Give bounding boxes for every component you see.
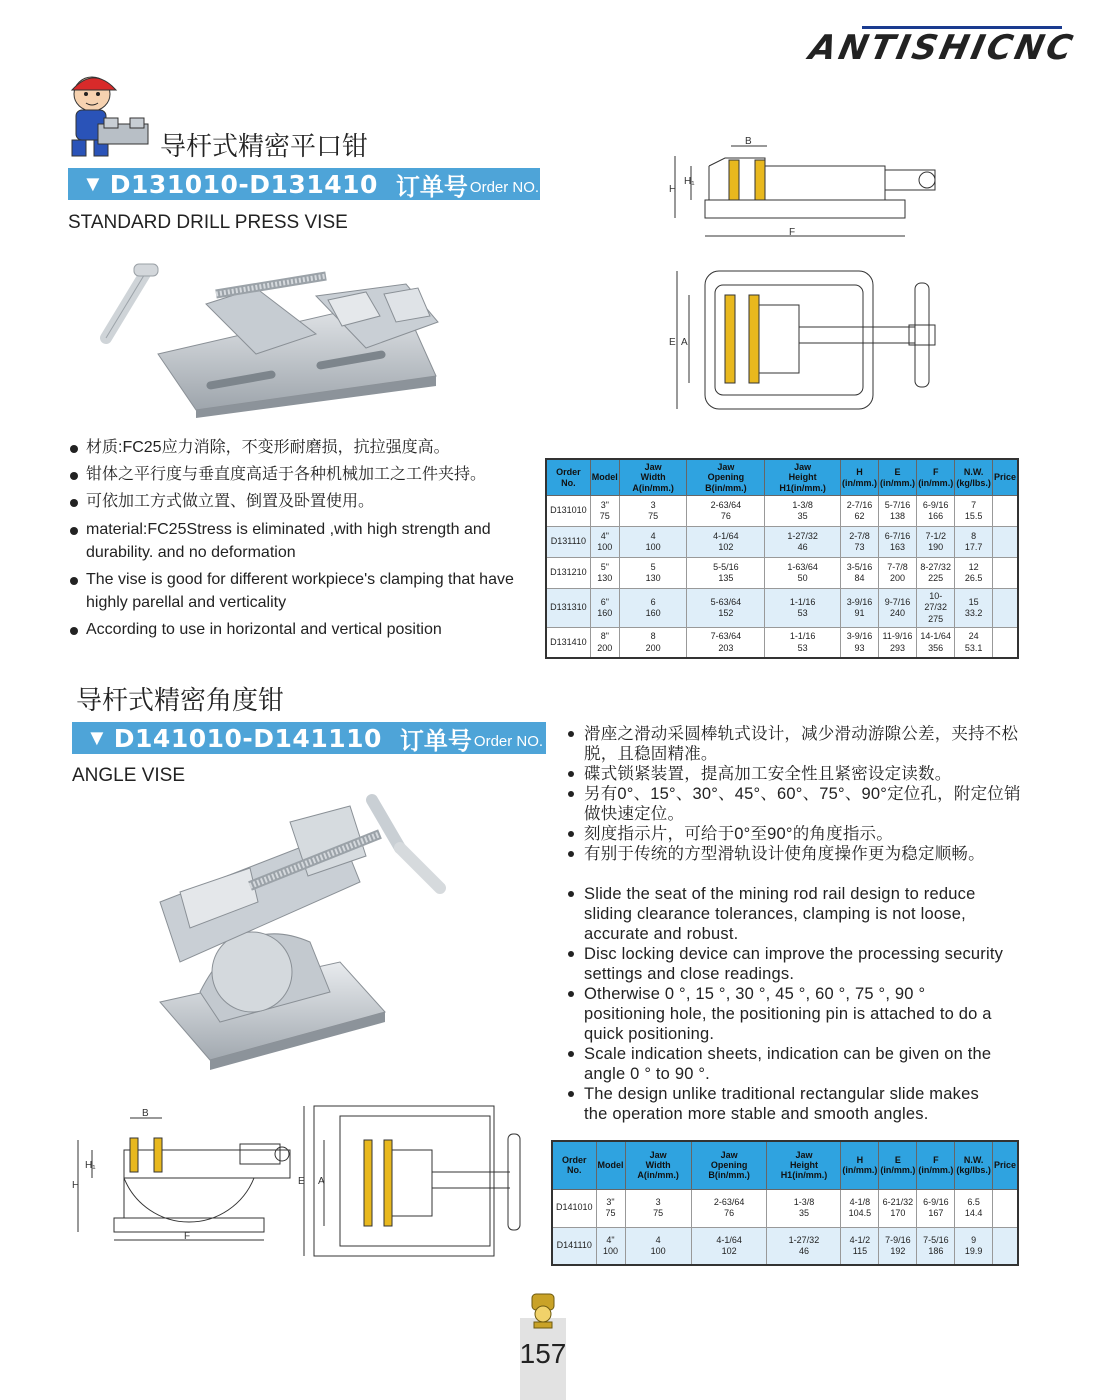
column-header: N.W. (kg/lbs.) [955, 1141, 993, 1189]
list-item: 另有0°、15°、30°、45°、60°、75°、90°定位孔，附定位销做快速定位。 [566, 784, 1026, 824]
section1-spec-table [545, 458, 1019, 659]
section2-order-cn: 订单号 [399, 726, 472, 755]
section2-subtitle: ANGLE VISE [72, 765, 185, 786]
column-header: H (in/mm.) [840, 459, 878, 496]
table-cell: 4-1/8 104.5 [841, 1189, 879, 1227]
table-cell: 2-63/64 76 [691, 1189, 767, 1227]
section1-title-cn: 导杆式精密平口钳 [160, 132, 369, 162]
table-cell: 2-7/16 62 [840, 496, 878, 527]
angle-vise-top-view [300, 1104, 530, 1264]
table-cell: 2-7/8 73 [840, 527, 878, 558]
table-cell: 6-9/16 166 [916, 496, 954, 527]
table-cell: 4-1/2 115 [841, 1227, 879, 1265]
brand-name: ANTISHICNC [805, 28, 1079, 68]
angle-vise-photo [140, 792, 450, 1072]
table-cell: 15 33.2 [955, 589, 993, 628]
table-cell: 3" 75 [596, 1189, 625, 1227]
table-cell: 7 15.5 [955, 496, 993, 527]
table-cell: 3-9/16 93 [840, 627, 878, 658]
column-header: F (in/mm.) [916, 459, 954, 496]
list-item: 滑座之滑动采圆棒轨式设计，减少滑动游隙公差，夹持不松脱，且稳固精准。 [566, 724, 1026, 764]
table-cell: 7-1/2 190 [916, 527, 954, 558]
list-item: 可依加工方式做立置、倒置及卧置使用。 [68, 490, 538, 513]
table-cell: 4" 100 [596, 1227, 625, 1265]
column-header: Jaw Width A(in/mm.) [619, 459, 687, 496]
list-item: Otherwise 0 °, 15 °, 30 °, 45 °, 60 °, 75 °, 90 ° positioning hole, the positioning pin is attached to do a quick positioning. [566, 984, 1006, 1044]
table-cell: 6-21/32 170 [879, 1189, 917, 1227]
table-cell: 2-63/64 76 [687, 496, 765, 527]
column-header: Jaw Opening B(in/mm.) [691, 1141, 767, 1189]
table-cell [992, 527, 1018, 558]
table-header-row [546, 459, 1018, 496]
column-header: Price [992, 1141, 1018, 1189]
section2-code: D141010-D141110 [113, 723, 382, 753]
table-cell: 7-7/8 200 [878, 558, 916, 589]
table-cell: 4" 100 [590, 527, 619, 558]
table-cell: 1-27/32 46 [767, 1227, 841, 1265]
table-cell [992, 627, 1018, 658]
table-cell: 1-3/8 35 [765, 496, 841, 527]
table-cell: 5" 130 [590, 558, 619, 589]
column-header: E (in/mm.) [879, 1141, 917, 1189]
table-cell: 12 26.5 [955, 558, 993, 589]
list-item: Disc locking device can improve the processing security settings and close readings. [566, 944, 1006, 984]
table-cell: 5-7/16 138 [878, 496, 916, 527]
table-cell [992, 1189, 1018, 1227]
column-header: Order No. [552, 1141, 596, 1189]
table-cell: 8 200 [619, 627, 687, 658]
list-item: material:FC25Stress is eliminated ,with high strength and durability. and no deformation [68, 518, 538, 564]
table-cell: 7-5/16 186 [917, 1227, 955, 1265]
drill-vise-side-view [665, 136, 957, 244]
table-cell: 4-1/64 102 [687, 527, 765, 558]
triangle-down-icon: ▼ [82, 171, 104, 196]
table-cell [992, 1227, 1018, 1265]
table-cell: 7-9/16 192 [879, 1227, 917, 1265]
table-cell: D131010 [546, 496, 590, 527]
table-cell [992, 589, 1018, 628]
section2-feature-list-en [566, 884, 1006, 1124]
column-header: Jaw Opening B(in/mm.) [687, 459, 765, 496]
brand-logo [805, 22, 1079, 70]
column-header: F (in/mm.) [917, 1141, 955, 1189]
column-header: E (in/mm.) [878, 459, 916, 496]
table-cell: 7-63/64 203 [687, 627, 765, 658]
list-item: 碟式锁紧装置，提高加工安全性且紧密设定读数。 [566, 764, 1026, 784]
section1-banner [68, 168, 540, 200]
table-row [546, 558, 1018, 589]
dim-label-e: E [298, 1176, 305, 1187]
table-cell: 3 75 [625, 1189, 691, 1227]
table-cell: 3 75 [619, 496, 687, 527]
table-cell: 6-7/16 163 [878, 527, 916, 558]
dim-label-h: H [669, 184, 677, 195]
table-cell: 3-5/16 84 [840, 558, 878, 589]
dim-label-f: F [184, 1231, 191, 1242]
table-cell: 1-3/8 35 [767, 1189, 841, 1227]
table-cell: 14-1/64 356 [916, 627, 954, 658]
dim-label-h: H [72, 1180, 80, 1191]
list-item: 有别于传统的方型滑轨设计使角度操作更为稳定顺畅。 [566, 844, 1026, 864]
section1-code: D131010-D131410 [109, 169, 378, 199]
list-item: The vise is good for different workpiece's clamping that have highly parellal and verticality [68, 568, 538, 614]
column-header: Price [992, 459, 1018, 496]
section2-spec-table [551, 1140, 1019, 1266]
drill-press-vise-photo [66, 258, 456, 418]
section2-banner [72, 722, 546, 754]
column-header: H (in/mm.) [841, 1141, 879, 1189]
dim-label-f: F [789, 227, 796, 238]
table-row [546, 627, 1018, 658]
list-item: 材质:FC25应力消除，不变形耐磨损，抗拉强度高。 [68, 436, 538, 459]
angle-vise-side-view [70, 1108, 300, 1248]
table-cell: 9 19.9 [955, 1227, 993, 1265]
table-cell: 1-63/64 50 [765, 558, 841, 589]
column-header: Jaw Height H1(in/mm.) [767, 1141, 841, 1189]
table-cell: 5 130 [619, 558, 687, 589]
table-cell: D141110 [552, 1227, 596, 1265]
dim-label-h1: H₁ [85, 1160, 96, 1171]
table-cell: 6.5 14.4 [955, 1189, 993, 1227]
table-cell: 8-27/32 225 [916, 558, 954, 589]
table-cell: 1-27/32 46 [765, 527, 841, 558]
list-item: The design unlike traditional rectangular slide makes the operation more stable and smooth angles. [566, 1084, 1006, 1124]
column-header: N.W. (kg/lbs.) [955, 459, 993, 496]
table-cell: D131310 [546, 589, 590, 628]
dim-label-h1: H₁ [684, 176, 695, 187]
table-row [546, 496, 1018, 527]
dim-label-a: A [681, 337, 688, 348]
table-cell: 10-27/32 275 [916, 589, 954, 628]
section2-title-cn: 导杆式精密角度钳 [76, 686, 285, 716]
table-cell [992, 496, 1018, 527]
section2-feature-list-cn [566, 724, 1026, 864]
table-cell: 1-1/16 53 [765, 627, 841, 658]
mascot-illustration [62, 72, 154, 162]
dim-label-a: A [318, 1176, 325, 1187]
table-cell: 5-63/64 152 [687, 589, 765, 628]
table-cell: D131410 [546, 627, 590, 658]
table-row [552, 1189, 1018, 1227]
list-item: 钳体之平行度与垂直度高适于各种机械加工之工件夹持。 [68, 463, 538, 486]
table-cell: 6-9/16 167 [917, 1189, 955, 1227]
table-cell: 8 17.7 [955, 527, 993, 558]
table-cell [992, 558, 1018, 589]
dim-label-b: B [745, 136, 752, 147]
triangle-down-icon: ▼ [86, 725, 108, 750]
column-header: Jaw Height H1(in/mm.) [765, 459, 841, 496]
trophy-mascot-icon [526, 1292, 560, 1332]
list-item: 刻度指示片，可给于0°至90°的角度指示。 [566, 824, 1026, 844]
section2-order-en: Order NO. [473, 732, 544, 750]
table-cell: 8" 200 [590, 627, 619, 658]
table-cell: 4 100 [625, 1227, 691, 1265]
table-cell: D141010 [552, 1189, 596, 1227]
table-cell: D131110 [546, 527, 590, 558]
table-cell: 6 160 [619, 589, 687, 628]
table-cell: 5-5/16 135 [687, 558, 765, 589]
list-item: According to use in horizontal and vertical position [68, 618, 538, 641]
table-header-row [552, 1141, 1018, 1189]
dim-label-b: B [142, 1108, 149, 1119]
column-header: Order No. [546, 459, 590, 496]
table-cell: 4-1/64 102 [691, 1227, 767, 1265]
table-cell: 4 100 [619, 527, 687, 558]
table-cell: D131210 [546, 558, 590, 589]
table-cell: 3-9/16 91 [840, 589, 878, 628]
table-cell: 6" 160 [590, 589, 619, 628]
column-header: Model [596, 1141, 625, 1189]
page-number: 157 [519, 1338, 567, 1369]
table-row [546, 589, 1018, 628]
list-item: Scale indication sheets, indication can be given on the angle 0 ° to 90 °. [566, 1044, 1006, 1084]
section1-subtitle: STANDARD DRILL PRESS VISE [68, 212, 348, 233]
table-row [546, 527, 1018, 558]
section1-feature-list [68, 436, 538, 646]
column-header: Model [590, 459, 619, 496]
section1-order-cn: 订单号 [395, 172, 468, 201]
table-cell: 11-9/16 293 [878, 627, 916, 658]
table-cell: 9-7/16 240 [878, 589, 916, 628]
column-header: Jaw Width A(in/mm.) [625, 1141, 691, 1189]
table-cell: 3" 75 [590, 496, 619, 527]
drill-vise-top-view [665, 265, 957, 415]
table-cell: 24 53.1 [955, 627, 993, 658]
list-item: Slide the seat of the mining rod rail design to reduce sliding clearance tolerances, clamping is not loose, accurate and robust. [566, 884, 1006, 944]
table-row [552, 1227, 1018, 1265]
table-cell: 1-1/16 53 [765, 589, 841, 628]
dim-label-e: E [669, 337, 676, 348]
section1-order-en: Order NO. [469, 178, 540, 196]
